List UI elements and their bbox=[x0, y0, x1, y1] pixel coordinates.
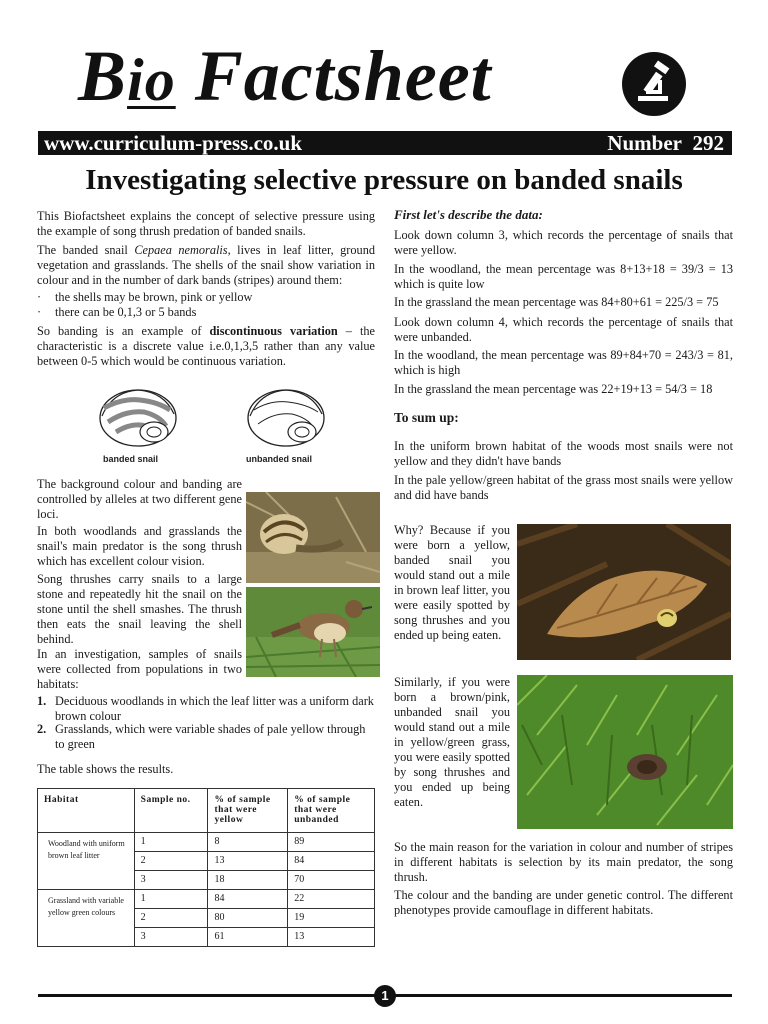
banded-snail-illustration bbox=[92, 380, 184, 452]
p3-text-a: So banding is an example of bbox=[37, 324, 210, 338]
bullet-text: there can be 0,1,3 or 5 bands bbox=[55, 305, 197, 319]
woods-summary-paragraph: In the uniform brown habitat of the woods most snails were not yellow and they didn't have bands bbox=[394, 439, 733, 468]
table-cell: 13 bbox=[208, 852, 288, 871]
table-cell: 1 bbox=[134, 890, 208, 909]
grassland-unbanded-paragraph: In the grassland the mean percentage was 22+19+13 = 54/3 = 18 bbox=[394, 382, 713, 396]
similarly-paragraph: Similarly, if you were born a brown/pink, unbanded snail you would stand out a mile in yellow/green grass, you were easily spotted by song thrushes and you ended up being eaten. bbox=[394, 675, 510, 809]
snail-on-ground-photo bbox=[246, 492, 380, 583]
key-term: discontinuous variation bbox=[209, 324, 338, 338]
p2-text-b: , lives in leaf litter, ground vegetation and grasslands. The shells of the snail show variation in colour and in the number of dark bands (stripes) around them: bbox=[37, 243, 375, 287]
table-intro: The table shows the results. bbox=[37, 762, 174, 776]
column4-paragraph: Look down column 4, which records the percentage of snails that were unbanded. bbox=[394, 315, 733, 344]
grassland-yellow-paragraph: In the grassland the mean percentage was 84+80+61 = 225/3 = 75 bbox=[394, 295, 719, 309]
table-header: Habitat bbox=[38, 789, 135, 833]
caption-unbanded-snail: unbanded snail bbox=[246, 454, 313, 464]
page-number: 1 bbox=[374, 985, 396, 1007]
table-row bbox=[38, 890, 375, 909]
predator-paragraph: In both woodlands and grasslands the snail's main predator is the song thrush which has excellent colour vision. bbox=[37, 524, 242, 568]
brand-letter: B bbox=[78, 36, 128, 116]
p2-text-a: The banded snail bbox=[37, 243, 135, 257]
table-cell: 84 bbox=[288, 852, 375, 871]
discontinuous-variation-paragraph bbox=[37, 324, 375, 369]
table-cell: 80 bbox=[208, 909, 288, 928]
why-paragraph: Why? Because if you were born a yellow, banded snail you would stand out a mile in brown leaf litter, you were easily spotted by song thrushes and you ended up being eaten. bbox=[394, 523, 510, 642]
table-cell: 22 bbox=[288, 890, 375, 909]
table-header: Sample no. bbox=[134, 789, 208, 833]
table-header-row bbox=[38, 789, 375, 833]
issue-number bbox=[607, 131, 724, 155]
grass-photo bbox=[517, 675, 733, 829]
alleles-paragraph: The background colour and banding are controlled by alleles at two different gene loci. bbox=[37, 477, 242, 521]
table-cell: 3 bbox=[134, 928, 208, 947]
list-item bbox=[37, 305, 375, 320]
investigation-paragraph: In an investigation, samples of snails were collected from populations in two habitats: bbox=[37, 647, 242, 691]
woodland-yellow-paragraph: In the woodland, the mean percentage was 8+13+18 = 39/3 = 13 which is quite low bbox=[394, 262, 733, 291]
intro-paragraph: This Biofactsheet explains the concept of selective pressure using the example of song thrush predation of banded snails. bbox=[37, 209, 375, 238]
table-cell: 89 bbox=[288, 833, 375, 852]
column3-paragraph: Look down column 3, which records the percentage of snails that were yellow. bbox=[394, 228, 733, 257]
item-number: 1. bbox=[37, 694, 47, 708]
results-table bbox=[37, 788, 375, 947]
table-header: % of sample that were unbanded bbox=[288, 789, 375, 833]
item-text: Grasslands, which were variable shades of pale yellow through to green bbox=[55, 722, 366, 751]
bullet-text: the shells may be brown, pink or yellow bbox=[55, 290, 253, 304]
list-item bbox=[37, 722, 375, 752]
table-cell: 3 bbox=[134, 871, 208, 890]
unbanded-snail-illustration bbox=[240, 380, 332, 452]
table-row bbox=[38, 833, 375, 852]
habitat-cell: Grassland with variable yellow green colours bbox=[38, 890, 135, 947]
thrush-behaviour-paragraph: Song thrushes carry snails to a large stone and repeatedly hit the snail on the stone until the shell smashes. The thrush then eats the snail leaving the shell behind. bbox=[37, 572, 242, 646]
song-thrush-photo bbox=[246, 587, 380, 677]
brand-title bbox=[78, 36, 492, 116]
table-cell: 61 bbox=[208, 928, 288, 947]
snail-description-paragraph bbox=[37, 243, 375, 288]
item-number: 2. bbox=[37, 722, 47, 736]
conclusion-paragraph: So the main reason for the variation in colour and number of stripes in different habitats is selection by its main predator, the song thrush. bbox=[394, 840, 733, 884]
table-cell: 13 bbox=[288, 928, 375, 947]
site-url[interactable]: www.curriculum-press.co.uk bbox=[44, 131, 303, 155]
grass-summary-paragraph: In the pale yellow/green habitat of the grass most snails were yellow and did have bands bbox=[394, 473, 733, 502]
table-cell: 19 bbox=[288, 909, 375, 928]
item-text: Deciduous woodlands in which the leaf litter was a uniform dark brown colour bbox=[55, 694, 374, 723]
page-title: Investigating selective pressure on banded snails bbox=[85, 164, 683, 196]
table-cell: 70 bbox=[288, 871, 375, 890]
p3-text-b: – the characteristic is a discrete value i.e.0,1,3,5 rather than any value between 0-5 which would be continuous variation. bbox=[37, 324, 375, 368]
microscope-icon bbox=[622, 52, 686, 116]
table-cell: 2 bbox=[134, 909, 208, 928]
table-cell: 8 bbox=[208, 833, 288, 852]
table-cell: 84 bbox=[208, 890, 288, 909]
woodland-unbanded-paragraph: In the woodland, the mean percentage was 89+84+70 = 243/3 = 81, which is high bbox=[394, 348, 733, 377]
genetic-control-paragraph: The colour and the banding are under genetic control. The different phenotypes provide camouflage in different habitats. bbox=[394, 888, 733, 917]
table-cell: 2 bbox=[134, 852, 208, 871]
brand-rest: Factsheet bbox=[194, 36, 492, 116]
species-name: Cepaea nemoralis bbox=[134, 243, 228, 257]
caption-banded-snail: banded snail bbox=[103, 454, 159, 464]
number-label: Number bbox=[607, 131, 682, 155]
table-header: % of sample that were yellow bbox=[208, 789, 288, 833]
list-item bbox=[37, 694, 375, 724]
data-heading: First let's describe the data: bbox=[394, 207, 543, 222]
bullet-icon: · bbox=[37, 305, 42, 319]
number-value: 292 bbox=[692, 131, 724, 155]
url-bar bbox=[38, 131, 732, 155]
brand-io: io bbox=[127, 47, 176, 113]
bullet-icon: · bbox=[37, 290, 42, 304]
leaf-litter-photo bbox=[517, 524, 731, 660]
list-item bbox=[37, 290, 375, 305]
table-cell: 1 bbox=[134, 833, 208, 852]
sum-up-heading: To sum up: bbox=[394, 410, 459, 425]
habitat-cell: Woodland with uniform brown leaf litter bbox=[38, 833, 135, 890]
table-cell: 18 bbox=[208, 871, 288, 890]
masthead bbox=[38, 36, 732, 130]
